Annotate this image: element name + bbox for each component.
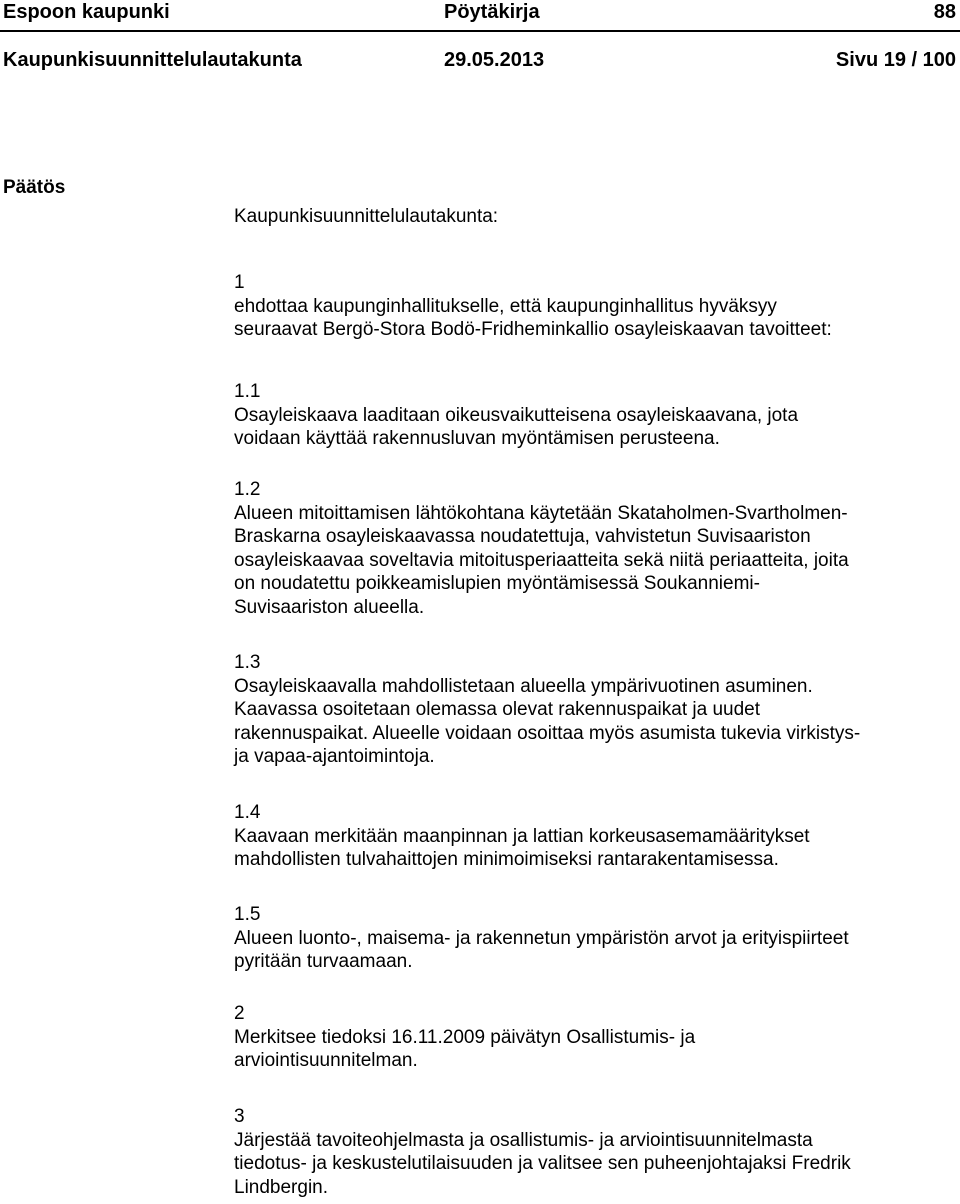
item-number: 1.3: [234, 652, 261, 673]
item-line: Järjestää tavoiteohjelmasta ja osallistumis- ja arviointisuunnitelmasta: [234, 1129, 813, 1151]
item-line: seuraavat Bergö-Stora Bodö-Fridheminkallio osayleiskaavan tavoitteet:: [234, 319, 832, 340]
item-line: tiedotus- ja keskustelutilaisuuden ja valitsee sen puheenjohtajaksi Fredrik: [234, 1153, 851, 1174]
item-line: Kaavassa osoitetaan olemassa olevat rakennuspaikat ja uudet: [234, 699, 761, 720]
item-line: arviointisuunnitelman.: [234, 1050, 418, 1071]
section-number: 88: [933, 1, 956, 23]
decision-item-1-2: [234, 478, 954, 619]
decision-item-1-1: [234, 380, 954, 451]
item-number: 1.2: [234, 479, 261, 500]
item-line: Alueen luonto-, maisema- ja rakennetun ympäristön arvot ja erityispiirteet: [234, 927, 849, 949]
decision-intro: Kaupunkisuunnittelulautakunta:: [234, 206, 499, 227]
item-line: pyritään turvaamaan.: [234, 951, 413, 972]
item-number: 2: [234, 1003, 245, 1024]
item-number: 1: [234, 272, 245, 293]
doc-type: Pöytäkirja: [444, 1, 540, 23]
item-number: 1.1: [234, 381, 261, 402]
item-line: Braskarna osayleiskaavassa noudatettuja, vahvistetun Suvisaariston: [234, 526, 811, 547]
decision-label: Päätös: [3, 177, 66, 198]
item-number: 3: [234, 1106, 245, 1127]
committee-name: Kaupunkisuunnittelulautakunta: [3, 49, 302, 71]
item-line: osayleiskaavaa soveltavia mitoitusperiaatteita sekä niitä periaatteita, joita: [234, 549, 849, 571]
item-line: Osayleiskaavalla mahdollistetaan alueella ympärivuotinen asuminen.: [234, 675, 813, 697]
header-underline: [0, 30, 960, 32]
org-name: Espoon kaupunki: [3, 1, 170, 23]
item-line: Lindbergin.: [234, 1176, 329, 1198]
item-line: Merkitsee tiedoksi 16.11.2009 päivätyn Osallistumis- ja: [234, 1026, 696, 1048]
item-line: ehdottaa kaupunginhallitukselle, että kaupunginhallitus hyväksyy: [234, 295, 777, 317]
decision-item-1-4: [234, 801, 954, 872]
item-line: Alueen mitoittamisen lähtökohtana käytetään Skataholmen-Svartholmen-: [234, 502, 848, 524]
item-number: 1.4: [234, 802, 261, 823]
item-line: mahdollisten tulvahaittojen minimoimiseksi rantarakentamisessa.: [234, 849, 779, 870]
item-line: Osayleiskaava laaditaan oikeusvaikutteisena osayleiskaavana, jota: [234, 404, 799, 426]
item-line: rakennuspaikat. Alueelle voidaan osoittaa myös asumista tukevia virkistys-: [234, 722, 861, 744]
item-line: Kaavaan merkitään maanpinnan ja lattian korkeusasemamääritykset: [234, 825, 810, 847]
page-number: Sivu 19 / 100: [835, 49, 956, 71]
decision-item-1-5: [234, 903, 954, 974]
item-line: Suvisaariston alueella.: [234, 596, 425, 618]
item-line: ja vapaa-ajantoimintoja.: [234, 746, 435, 767]
decision-item-3: [234, 1105, 954, 1199]
item-line: on noudatettu poikkeamislupien myöntämisessä Soukanniemi-: [234, 573, 760, 594]
decision-item-1: [234, 271, 954, 342]
decision-item-2: [234, 1002, 954, 1073]
item-line: voidaan käyttää rakennusluvan myöntämisen perusteena.: [234, 428, 720, 449]
item-number: 1.5: [234, 904, 261, 925]
decision-item-1-3: [234, 651, 954, 769]
meeting-date: 29.05.2013: [444, 49, 545, 71]
